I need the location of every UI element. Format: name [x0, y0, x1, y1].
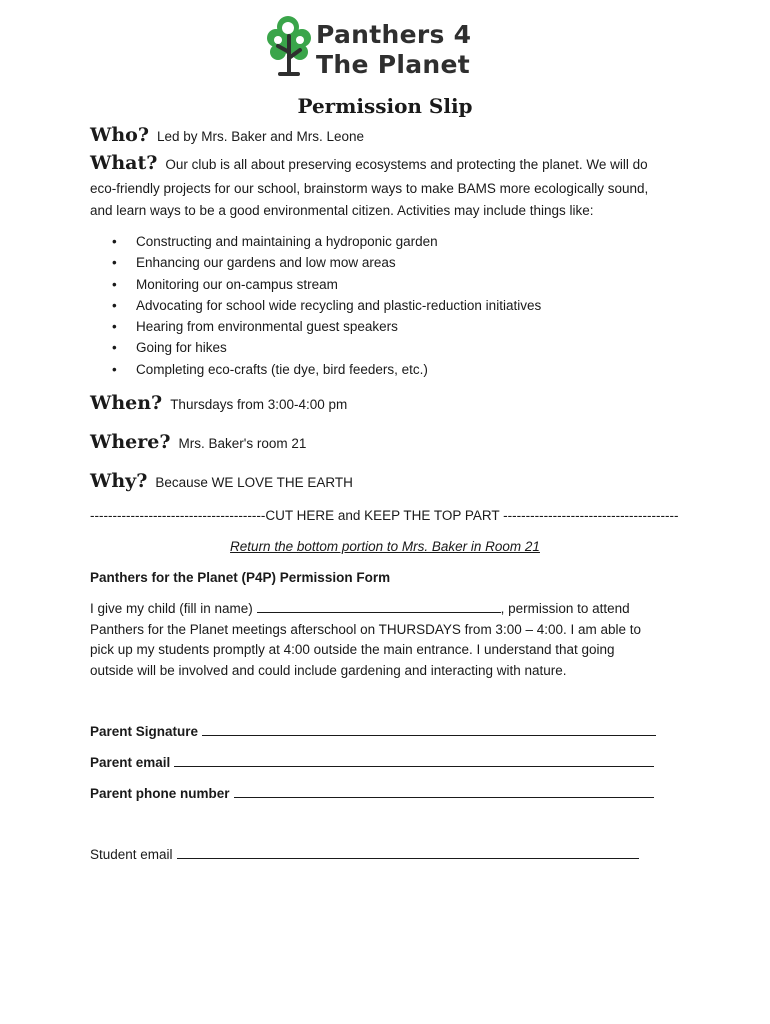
parent-signature-field[interactable] — [202, 723, 656, 736]
bullet-icon: • — [112, 276, 117, 292]
parent-signature-row — [90, 723, 656, 739]
consent-paragraph — [90, 599, 680, 681]
parent-phone-field[interactable] — [234, 785, 654, 798]
list-item: • Constructing and maintaining a hydroponic garden — [90, 231, 541, 252]
bullet-icon: • — [112, 255, 117, 271]
parent-signature-label: Parent Signature — [90, 724, 199, 739]
list-item: • Enhancing our gardens and low mow areas — [90, 252, 541, 273]
list-item: • Going for hikes — [90, 337, 541, 358]
consent-after: , permission to attend — [500, 601, 630, 616]
why-label: Why? — [90, 470, 148, 492]
who-section — [90, 124, 364, 146]
where-text: Mrs. Baker's room 21 — [178, 436, 307, 451]
who-label: Who? — [90, 124, 149, 146]
parent-phone-label: Parent phone number — [90, 786, 230, 801]
consent-line4: outside will be involved and could include gardening and interacting with nature. — [90, 662, 567, 678]
bullet-icon: • — [112, 297, 117, 313]
when-label: When? — [90, 392, 163, 414]
student-email-label: Student email — [90, 847, 173, 862]
list-item: • Advocating for school wide recycling and plastic-reduction initiatives — [90, 295, 541, 316]
student-email-field[interactable] — [177, 846, 639, 859]
what-text-line3: and learn ways to be a good environmental citizen. Activities may include things like: — [90, 202, 594, 218]
bullet-icon: • — [112, 361, 117, 377]
when-text: Thursdays from 3:00-4:00 pm — [170, 397, 348, 412]
club-logo — [266, 14, 486, 84]
parent-phone-row — [90, 785, 654, 801]
consent-line3: pick up my students promptly at 4:00 outside the main entrance. I understand that going — [90, 642, 615, 657]
why-text: Because WE LOVE THE EARTH — [155, 475, 353, 490]
what-text-line2: eco-friendly projects for our school, brainstorm ways to make BAMS more ecologically sound, — [90, 181, 649, 196]
tree-icon — [266, 14, 314, 78]
activities-list — [90, 231, 541, 380]
bullet-icon: • — [112, 234, 117, 249]
parent-email-field[interactable] — [174, 754, 654, 767]
what-section — [90, 152, 648, 174]
who-text: Led by Mrs. Baker and Mrs. Leone — [156, 129, 365, 144]
return-note: Return the bottom portion to Mrs. Baker in Room 21 — [230, 539, 540, 554]
bullet-icon: • — [112, 340, 117, 356]
student-email-row — [90, 846, 639, 862]
list-item: • Completing eco-crafts (tie dye, bird feeders, etc.) — [90, 359, 541, 380]
what-paragraph — [90, 178, 690, 221]
list-item: • Monitoring our on-campus stream — [90, 274, 541, 295]
list-item: • Hearing from environmental guest speakers — [90, 316, 541, 337]
child-name-field[interactable] — [257, 600, 501, 613]
form-title: Panthers for the Planet (P4P) Permission Form — [90, 570, 391, 585]
logo-text-line1: Panthers 4 — [316, 20, 472, 49]
where-section — [90, 431, 306, 453]
cut-line: ---------------------------------------CUT HERE and KEEP THE TOP PART --------------------------------------- — [90, 508, 679, 523]
bullet-icon: • — [112, 319, 117, 335]
logo-text-line2: The Planet — [316, 50, 470, 79]
page-title: Permission Slip — [297, 94, 473, 118]
parent-email-row — [90, 754, 654, 770]
why-section — [90, 470, 353, 492]
consent-line2: Panthers for the Planet meetings afterschool on THURSDAYS from 3:00 – 4:00. I am able to — [90, 621, 642, 637]
what-text-line1: Our club is all about preserving ecosystems and protecting the planet. We will do — [165, 157, 648, 172]
parent-email-label: Parent email — [90, 755, 171, 770]
where-label: Where? — [90, 431, 171, 453]
when-section — [90, 392, 347, 414]
consent-start: I give my child (fill in name) — [90, 601, 253, 616]
what-label: What? — [90, 152, 158, 174]
